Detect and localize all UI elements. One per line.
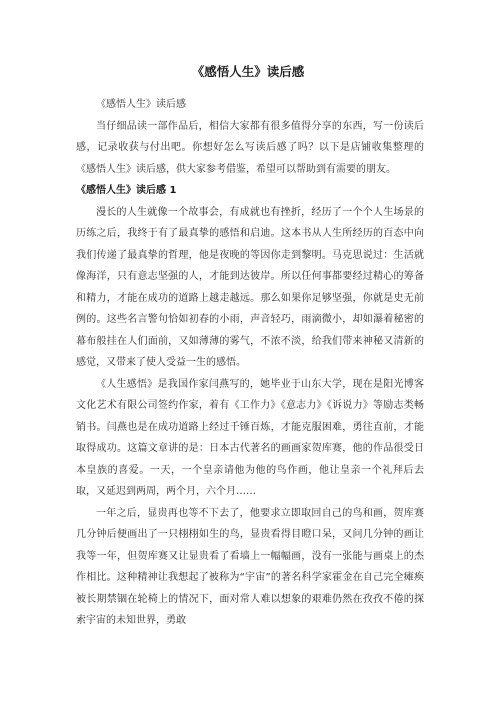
body-paragraph-1: 漫长的人生就像一个故事会，有成就也有挫折，经历了一个个人生场景的历练之后，我终于有了最真挚的感悟和启迪。这本书从人生所经历的百态中向我们传递了最真挚的哲理，他是夜晚的等因你走到黎明。马克思说过：生活就像海洋，只有意志坚强的人，才能到达彼岸。所以任何事都要经过精心的筹备和精力，才能在成功的道路上越走越远。那么如果你足够坚强，你就是史无前例的。这些名言警句恰如初春的小雨，声音轻巧，雨滴微小，却如瀑着秘密的幕布般挂在人们面前，又如薄薄的雾气，不浓不淡，给我们带来神秘又清新的感觉，又带来了使人受益一生的感悟。	[76, 206, 424, 368]
body-paragraph-2: 《人生感悟》是我国作家闫燕写的，她毕业于山东大学，现在是阳光博客文化艺术有限公司签约作家，着有《工作力》《意志力》《诉说力》等励志类畅销书。闫燕也是在成功道路上经过千锤百炼，才能克服困难，勇往直前，才能取得成功。这篇文章讲的是：日本古代著名的画画家贺库赛，他的作品很受日本皇族的喜爱。一天，一个皇亲请他为他的鸟作画，他让皇亲一个礼拜后去取，又延迟到两周，两个月，六个月……	[76, 378, 424, 497]
section-heading: 《感悟人生》读后感 1	[76, 185, 177, 196]
body-paragraph-3: 一年之后，显贵再也等不下去了，他要求立即取回自己的鸟和画，贺库赛几分钟后便画出了一只栩栩如生的鸟，显贵看得目瞪口呆，又问几分钟的画让我等一年，但贺库赛又让显贵看了看墙上一幅幅画，没有一张能与画桌上的杰作相比。这种精神让我想起了被称为“宇宙”的著名科学家霍金在自己完全瘫痪被长期禁锢在轮椅上的情况下，面对常人难以想象的艰难仍然在孜孜不倦的探索宇宙的未知世界，勇敢	[76, 507, 424, 626]
intro-paragraph: 当仔细品读一部作品后，相信大家都有很多值得分享的东西，写一份读后感，记录收获与付出吧。你想好怎么写读后感了吗？以下是店铺收集整理的《感悟人生》读后感，供大家参考借鉴，希望可以帮助到有需要的朋友。	[76, 120, 424, 175]
document-body	[76, 94, 424, 632]
document-title: 《感悟人生》读后感	[191, 64, 305, 79]
document-subtitle: 《感悟人生》读后感	[96, 99, 186, 110]
